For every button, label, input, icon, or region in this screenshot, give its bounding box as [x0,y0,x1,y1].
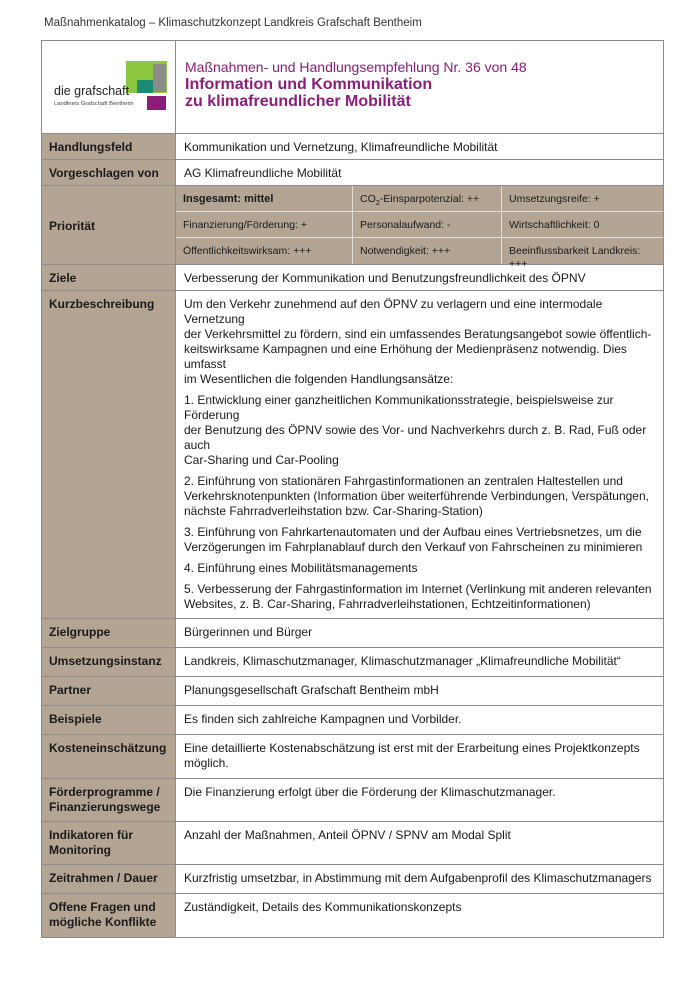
logo-wordmark: die grafschaft [54,84,130,98]
value-indikatoren: Anzahl der Maßnahmen, Anteil ÖPNV / SPNV am Modal Split [184,828,511,842]
priority-wirtschaftlichkeit: Wirtschaftlichkeit: 0 [502,212,663,238]
row-kosten [42,735,663,779]
value-offene-fragen: Zuständigkeit, Details des Kommunikationskonzepts [184,900,462,914]
label-kurzbeschreibung: Kurzbeschreibung [42,291,176,618]
value-zielgruppe: Bürgerinnen und Bürger [184,625,313,639]
value-handlungsfeld: Kommunikation und Vernetzung, Klimafreundliche Mobilität [184,140,498,154]
title-block [176,41,663,133]
priority-oeffentlichkeit: Öffentlichkeitswirksam: +++ [176,238,353,264]
priority-finanzierung: Finanzierung/Förderung: + [176,212,353,238]
label-handlungsfeld: Handlungsfeld [42,134,176,159]
priority-co2: $CO_2$-Einsparpotenzial: ++ [353,186,502,212]
row-prioritaet [42,186,663,270]
row-offene-fragen [42,894,663,937]
label-partner: Partner [42,677,176,705]
value-kurzbeschreibung [176,291,663,618]
running-head: Maßnahmenkatalog – Klimaschutzkonzept Landkreis Grafschaft Bentheim [44,17,422,29]
row-zielgruppe [42,619,663,648]
priority-beeinflussbarkeit: Beeinflussbarkeit Landkreis: +++ [502,238,663,264]
page-title-line1: Information und Kommunikation [185,76,433,93]
label-indikatoren: Indikatoren für Monitoring [42,822,176,864]
priority-personalaufwand: Personalaufwand: - [353,212,502,238]
priority-overall: Insgesamt: mittel [176,186,353,212]
value-zeitrahmen: Kurzfristig umsetzbar, in Abstimmung mit dem Aufgabenprofil des Klimaschutzmanagers [184,871,652,885]
label-zeitrahmen: Zeitrahmen / Dauer [42,865,176,893]
label-umsetzungsinstanz: Umsetzungsinstanz [42,648,176,676]
kurz-point-5: 5. Verbesserung der Fahrgastinformation im Internet (Verlinkung mit anderen relevanten Websites, z. B. Car-Sharing, Fahrradverleihstationen, Echtzeitinformationen) [184,582,652,611]
row-ziele [42,265,663,291]
value-vorgeschlagen: AG Klimafreundliche Mobilität [184,166,342,180]
label-kosten: Kosteneinschätzung [42,735,176,778]
value-ziele: Verbesserung der Kommunikation und Benutzungsfreundlichkeit des ÖPNV [184,271,586,285]
value-umsetzungsinstanz: Landkreis, Klimaschutzmanager, Klimaschutzmanager „Klimafreundliche Mobilität“ [184,654,621,668]
kurz-point-1: 1. Entwicklung einer ganzheitlichen Kommunikationsstrategie, beispielsweise zur Förderung der Benutzung des ÖPNV sowie des Vor- und Nachverkehrs durch z. B. Rad, Fuß oder auch Car-Sharing und Car-Pooling [184,393,647,467]
label-prioritaet: Priorität [42,186,176,264]
value-kosten: Eine detaillierte Kostenabschätzung ist erst mit der Erarbeitung eines Projektkonzepts möglich. [184,741,640,770]
row-umsetzungsinstanz [42,648,663,677]
row-vorgeschlagen [42,160,663,186]
kurz-point-3: 3. Einführung von Fahrkartenautomaten und der Aufbau eines Vertriebsnetzes, um die Verzögerungen im Fahrplanablauf durch den Verkauf von Fahrscheinen zu minimieren [184,525,643,554]
row-handlungsfeld [42,134,663,160]
value-partner: Planungsgesellschaft Grafschaft Bentheim mbH [184,683,439,697]
sheet-header [42,41,663,134]
row-beispiele [42,706,663,735]
kurz-point-4: 4. Einführung eines Mobilitätsmanagements [184,561,418,575]
logo-subline: Landkreis Grafschaft Bentheim [54,101,134,107]
row-zeitrahmen [42,865,663,894]
value-beispiele: Es finden sich zahlreiche Kampagnen und Vorbilder. [184,712,462,726]
row-partner [42,677,663,706]
priority-umsetzungsreife: Umsetzungsreife: + [502,186,663,212]
label-offene-fragen: Offene Fragen und mögliche Konflikte [42,894,176,937]
row-indikatoren [42,822,663,865]
page-title-line2: zu klimafreundlicher Mobilität [185,93,411,110]
priority-grid [176,186,663,270]
row-foerder [42,779,663,822]
label-vorgeschlagen: Vorgeschlagen von [42,160,176,185]
kurz-point-2: 2. Einführung von stationären Fahrgastinformationen an zentralen Haltestellen und Verkehrsknotenpunkten (Information über weiterführende Verbindungen, Verspätungen, nächste Fahrradverleihstation bzw. Car-Sharing-Station) [184,474,649,518]
priority-notwendigkeit: Notwendigkeit: +++ [353,238,502,264]
kurz-intro: Um den Verkehr zunehmend auf den ÖPNV zu verlagern und eine intermodale Vernetzung der Verkehrsmittel zu fördern, sind ein umfassendes Beratungsangebot sowie öffentlich- keitswirksame Kampagnen und eine Erhöhung der Medienpräsenz notwendig. Dies umfasst im Wesentlichen die folgenden Handlungsansätze: [184,297,652,386]
measure-sheet [41,40,664,938]
measure-number: Maßnahmen- und Handlungsempfehlung Nr. 36 von 48 [185,59,527,75]
label-ziele: Ziele [42,265,176,290]
label-foerder: Förderprogramme / Finanzierungswege [42,779,176,821]
row-kurzbeschreibung [42,291,663,619]
logo [42,41,176,133]
value-foerder: Die Finanzierung erfolgt über die Förderung der Klimaschutzmanager. [184,785,556,799]
label-beispiele: Beispiele [42,706,176,734]
label-zielgruppe: Zielgruppe [42,619,176,647]
